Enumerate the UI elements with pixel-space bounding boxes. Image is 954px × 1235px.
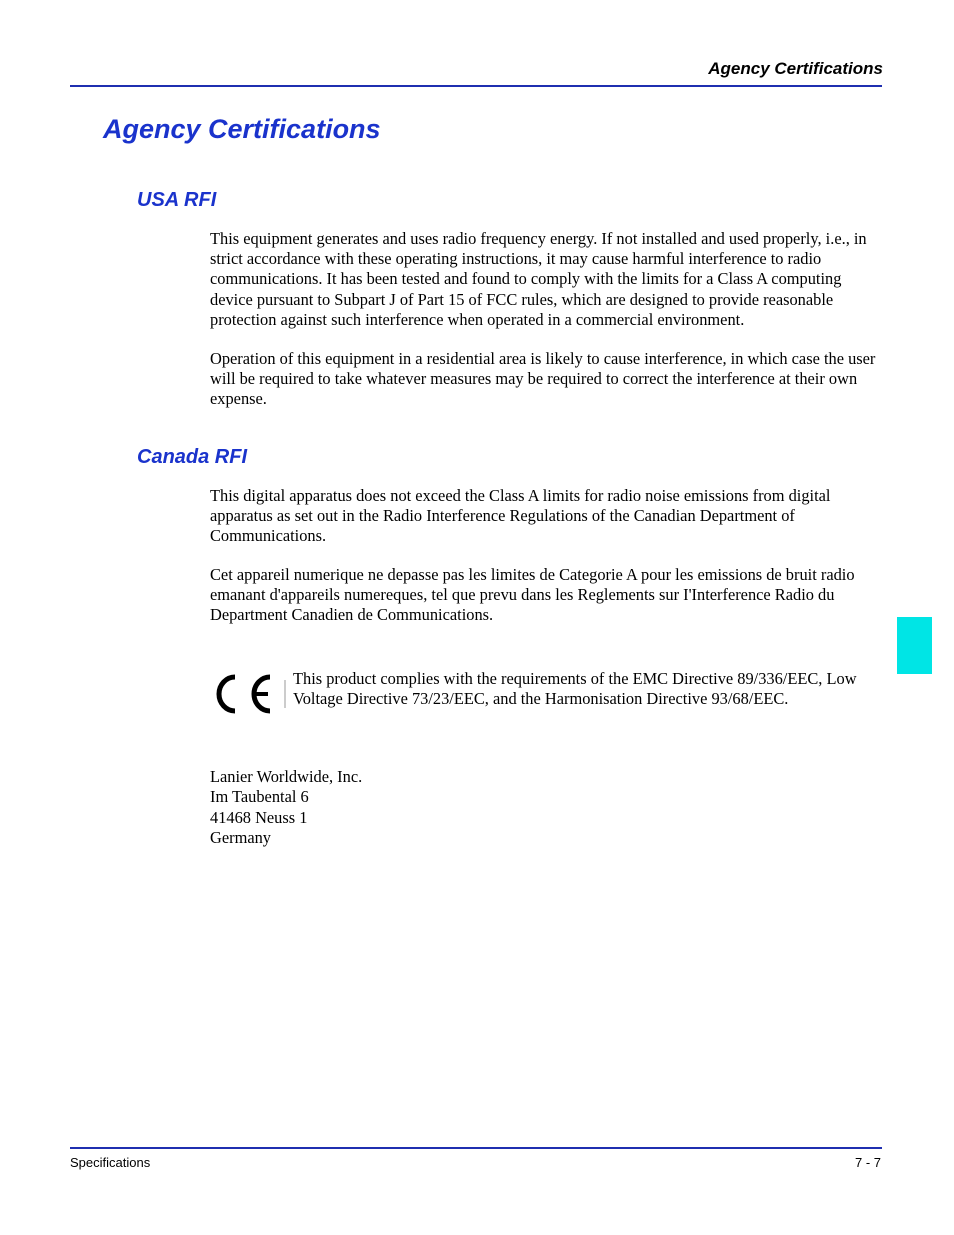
ce-mark-icon — [215, 672, 287, 716]
address-line: Lanier Worldwide, Inc. — [210, 767, 363, 786]
footer-section-name: Specifications — [70, 1155, 151, 1170]
address-line: 41468 Neuss 1 — [210, 807, 308, 827]
usa-rfi-paragraph-1: This equipment generates and uses radio frequency energy. If not installed and used properly, i.e., in strict accordance with these operating instructions, it may cause harmful interference to radio communications. It has been tested and found to comply with the limits for a Class A computing device pursuant to Subpart J of Part 15 of FCC rules, which are designed to provide reasonable protection against such interference when operated in a commercial environment. — [210, 229, 867, 329]
header-rule — [70, 85, 882, 87]
running-header-title: Agency Certifications — [708, 59, 883, 78]
section-title-canada-rfi: Canada RFI — [137, 446, 248, 468]
manufacturer-address — [210, 767, 362, 849]
ce-compliance-statement: This product complies with the requirements of the EMC Directive 89/336/EEC, Low Voltage Directive 73/23/EEC, and the Harmonisation Directive 93/68/EEC. — [293, 669, 857, 709]
chapter-side-tab — [897, 617, 932, 674]
canada-rfi-paragraph-1: This digital apparatus does not exceed the Class A limits for radio noise emissions from digital apparatus as set out in the Radio Interference Regulations of the Canadian Department of Communications. — [210, 486, 831, 546]
page-title: Agency Certifications — [103, 114, 381, 144]
footer-page-number: 7 - 7 — [854, 1155, 881, 1170]
section-title-usa-rfi: USA RFI — [137, 189, 217, 211]
footer-rule — [70, 1147, 882, 1149]
canada-rfi-paragraph-2: Cet appareil numerique ne depasse pas les limites de Categorie A pour les emissions de bruit radio emanant d'appareils numereques, tel que prevu dans les Reglements sur I'Interference Radio du Department Canadien de Communications. — [210, 565, 855, 625]
address-line: Im Taubental 6 — [210, 787, 309, 807]
address-line: Germany — [210, 828, 271, 848]
usa-rfi-paragraph-2: Operation of this equipment in a residential area is likely to cause interference, in which case the user will be required to take whatever measures may be required to correct the interference at their own expense. — [210, 349, 876, 409]
